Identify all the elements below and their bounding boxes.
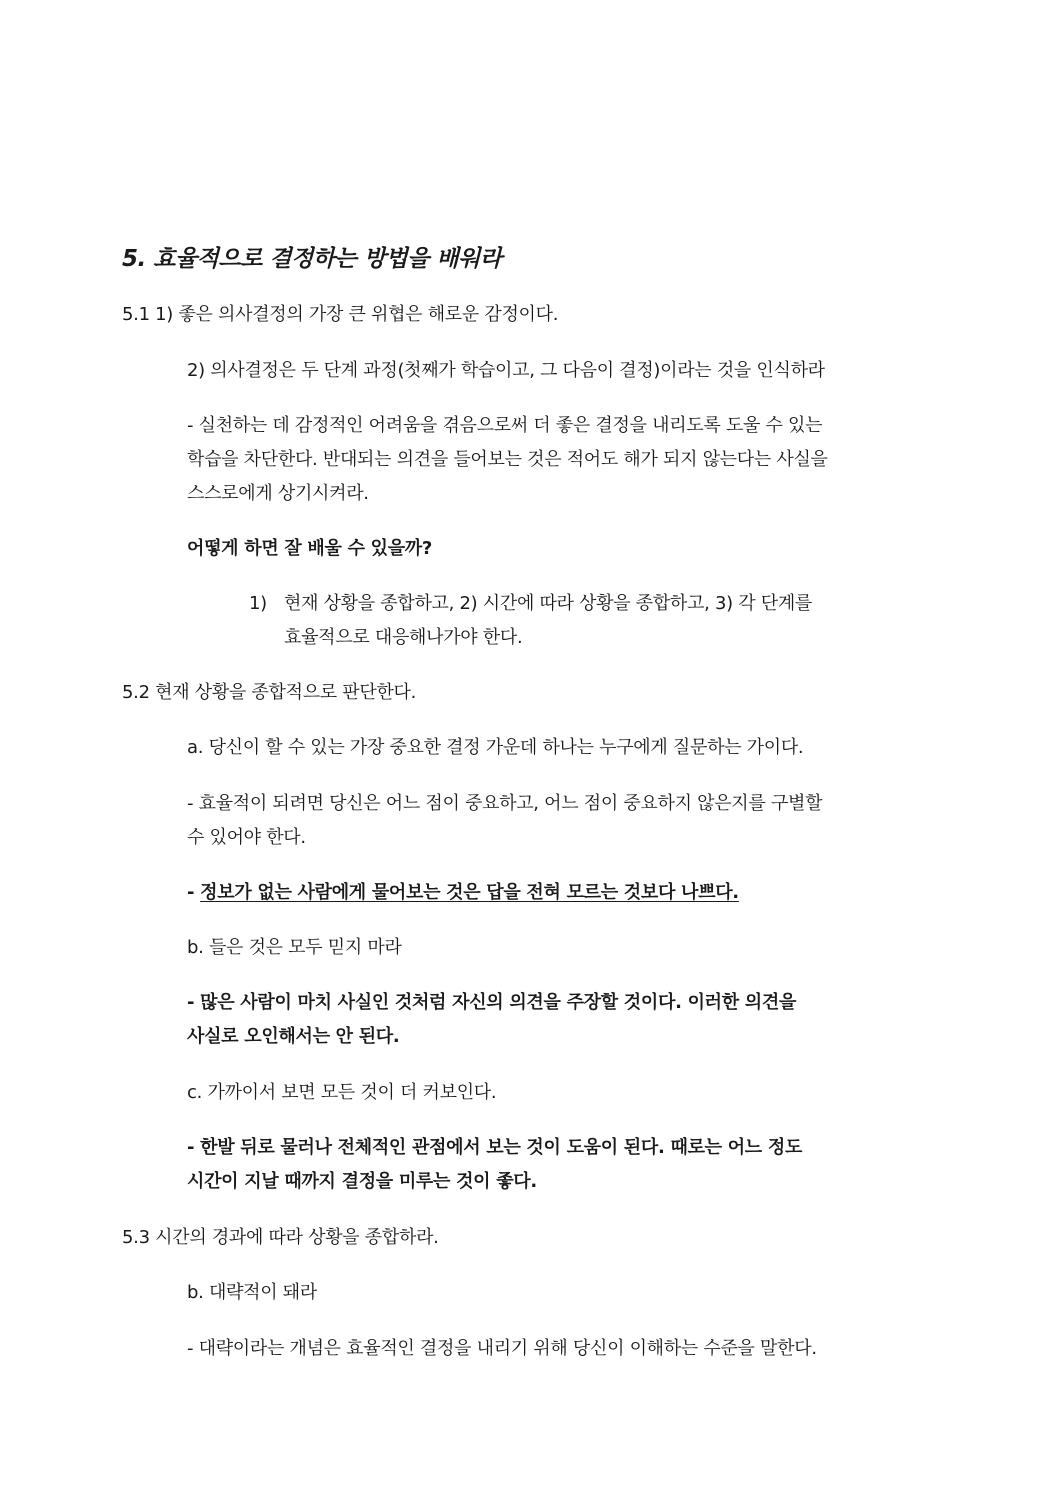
list-item-line-1: 현재 상황을 종합하고, 2) 시간에 따라 상황을 종합하고, 3) 각 단계를 bbox=[284, 593, 813, 614]
list-number: 1) bbox=[249, 593, 267, 614]
section-5-1-paragraph-line-2: 학습을 차단한다. 반대되는 의견을 들어보는 것은 적어도 해가 되지 않는다는 사실을 bbox=[187, 449, 828, 470]
item-a-desc-line-2: 수 있어야 한다. bbox=[187, 827, 306, 848]
item-a: a. 당신이 할 수 있는 가장 중요한 결정 가운데 하나는 누구에게 질문하는 가이다. bbox=[187, 737, 804, 758]
section-5-1-paragraph-line-1: - 실천하는 데 감정적인 어려움을 겪음으로써 더 좋은 결정을 내리도록 도울 수 있는 bbox=[187, 415, 823, 436]
item-b: b. 들은 것은 모두 믿지 마라 bbox=[187, 937, 402, 958]
section-5-1-paragraph-line-3: 스스로에게 상기시켜라. bbox=[187, 483, 369, 504]
section-5-3-title: 5.3 시간의 경과에 따라 상황을 종합하라. bbox=[122, 1227, 439, 1248]
section-5-3-item-b: b. 대략적이 돼라 bbox=[187, 1282, 317, 1303]
item-b-emphasis-line-1: - 많은 사람이 마치 사실인 것처럼 자신의 의견을 주장할 것이다. 이러한 의견을 bbox=[187, 992, 797, 1013]
item-c-emphasis-line-2: 시간이 지날 때까지 결정을 미루는 것이 좋다. bbox=[187, 1171, 537, 1192]
item-a-emphasis bbox=[187, 876, 739, 910]
section-heading: 5. 효율적으로 결정하는 방법을 배워라 bbox=[122, 246, 502, 272]
section-5-3-item-b-desc: - 대략이라는 개념은 효율적인 결정을 내리기 위해 당신이 이해하는 수준을 말한다. bbox=[187, 1338, 817, 1359]
item-c: c. 가까이서 보면 모든 것이 더 커보인다. bbox=[187, 1082, 497, 1103]
item-b-emphasis-line-2: 사실로 오인해서는 안 된다. bbox=[187, 1026, 400, 1047]
list-item-line-2: 효율적으로 대응해나가야 한다. bbox=[284, 627, 523, 648]
section-5-1-line-1: 5.1 1) 좋은 의사결정의 가장 큰 위협은 해로운 감정이다. bbox=[122, 304, 559, 325]
question-heading: 어떻게 하면 잘 배울 수 있을까? bbox=[187, 538, 433, 559]
item-a-desc-line-1: - 효율적이 되려면 당신은 어느 점이 중요하고, 어느 점이 중요하지 않은지를 구별할 bbox=[187, 793, 823, 814]
section-5-1-line-2: 2) 의사결정은 두 단계 과정(첫째가 학습이고, 그 다음이 결정)이라는 것을 인식하라 bbox=[187, 360, 825, 381]
section-5-2-title: 5.2 현재 상황을 종합적으로 판단한다. bbox=[122, 682, 417, 703]
item-c-emphasis-line-1: - 한발 뒤로 물러나 전체적인 관점에서 보는 것이 도움이 된다. 때로는 어느 정도 bbox=[187, 1137, 803, 1158]
emphasis-underlined-text: 정보가 없는 사람에게 물어보는 것은 답을 전혀 모르는 것보다 나쁘다. bbox=[200, 882, 739, 903]
emphasis-dash: - bbox=[187, 882, 201, 903]
